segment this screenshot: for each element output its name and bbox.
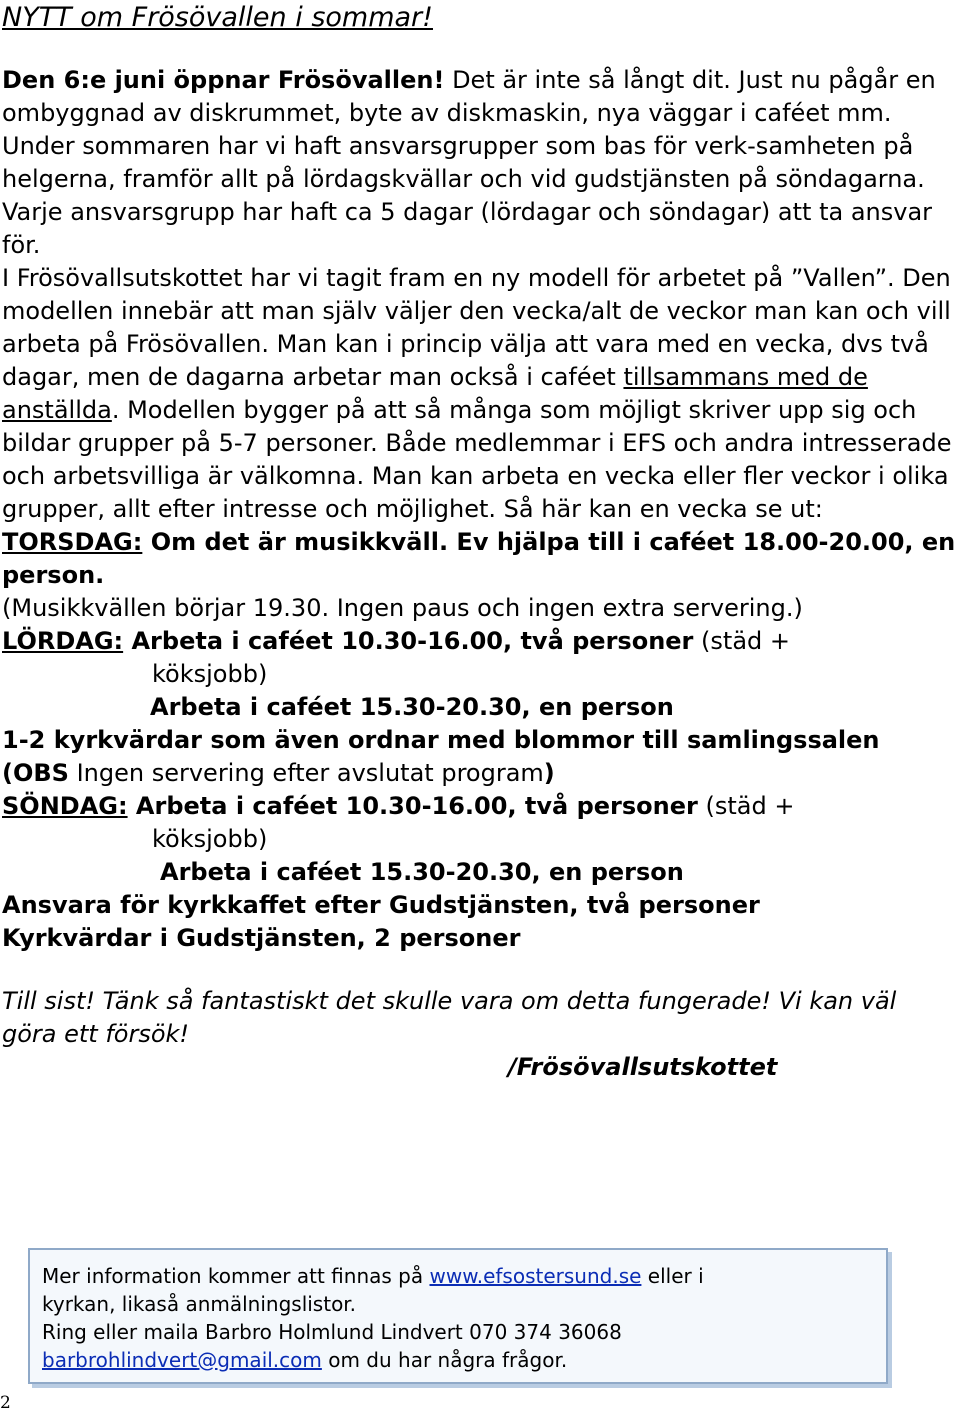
page-number: 2 — [0, 1393, 11, 1413]
thursday-note: (Musikkvällen börjar 19.30. Ingen paus och ingen extra servering.) — [2, 594, 803, 622]
saturday-shift1-cont: köksjobb) — [152, 660, 268, 688]
thursday-line — [2, 526, 958, 592]
sunday-shift1-cont: köksjobb) — [152, 825, 268, 853]
obs-label: (OBS — [2, 759, 69, 787]
info-line-3: Ring eller maila Barbro Holmlund Lindvert 070 374 36068 — [42, 1320, 622, 1344]
sunday-line — [2, 790, 958, 823]
sunday-wardens: Kyrkvärdar i Gudstjänsten, 2 personer — [2, 924, 521, 952]
signature: /Frösövallsutskottet — [508, 1053, 778, 1081]
email-link[interactable]: barbrohlindvert@gmail.com — [42, 1348, 322, 1372]
thursday-label: TORSDAG: — [2, 528, 143, 556]
closing-text: Till sist! Tänk så fantastiskt det skulle vara om detta fungerade! Vi kan väl göra ett försök! — [2, 987, 897, 1048]
sunday-coffee: Ansvara för kyrkkaffet efter Gudstjänsten, två personer — [2, 891, 760, 919]
info-text-1: Mer information kommer att finnas på — [42, 1264, 430, 1288]
obs-close: ) — [543, 759, 555, 787]
saturday-shift2: Arbeta i caféet 15.30-20.30, en person — [150, 693, 674, 721]
sunday-shift1: Arbeta i caféet 10.30-16.00, två personer — [127, 792, 698, 820]
saturday-line — [2, 625, 958, 658]
info-text-1b: eller i — [641, 1264, 704, 1288]
page-title: NYTT om Frösövallen i sommar! — [2, 2, 433, 33]
model-text-start: I Frösövallsutskottet har vi tagit fram en ny modell för arbetet på ”Vallen”. Den modellen innebär att man själv väljer den vecka/alt de veckor man kan och vill arbeta på Frösövallen. Man kan i princip välja att vara med en vecka, dvs två dagar, men de dagarna arbetar man också i caféet — [2, 264, 951, 391]
intro-text: Det är inte så långt dit. Just nu pågår en ombyggnad av diskrummet, byte av diskmaskin, nya väggar i caféet mm. — [2, 66, 936, 127]
sunday-shift1-note: (städ + — [697, 792, 795, 820]
model-paragraph — [2, 262, 958, 526]
info-box — [28, 1248, 888, 1384]
summer-paragraph: Under sommaren har vi haft ansvarsgrupper som bas för verk-samheten på helgerna, framför allt på lördagskvällar och vid gudstjänsten på söndagarna. Varje ansvarsgrupp har haft ca 5 dagar (lördagar och söndagar) att ta ansvar för. — [2, 132, 933, 259]
document-body — [2, 64, 958, 955]
model-text-underlined: tillsammans med de anställda — [2, 363, 868, 424]
info-line-2: kyrkan, likaså anmälningslistor. — [42, 1292, 357, 1316]
intro-paragraph — [2, 64, 958, 130]
thursday-text: Om det är musikkväll. Ev hjälpa till i caféet 18.00-20.00, en person. — [2, 528, 956, 589]
intro-lead: Den 6:e juni öppnar Frösövallen! — [2, 66, 445, 94]
sunday-label: SÖNDAG: — [2, 792, 128, 820]
sunday-shift2: Arbeta i caféet 15.30-20.30, en person — [160, 858, 684, 886]
saturday-obs — [2, 757, 958, 790]
saturday-wardens: 1-2 kyrkvärdar som även ordnar med blommor till samlingssalen — [2, 726, 880, 754]
obs-text: Ingen servering efter avslutat program — [68, 759, 544, 787]
saturday-shift1-note: (städ + — [693, 627, 790, 655]
document-page — [2, 0, 958, 1108]
website-link[interactable]: www.efsostersund.se — [429, 1264, 642, 1288]
saturday-shift1: Arbeta i caféet 10.30-16.00, två personer — [123, 627, 694, 655]
info-line-4 — [42, 1346, 886, 1374]
closing-section — [2, 985, 958, 1084]
info-line-1 — [42, 1262, 886, 1290]
info-text-4: om du har några frågor. — [321, 1348, 568, 1372]
model-text-end: . Modellen bygger på att så många som möjligt skriver upp sig och bildar grupper på 5-7 personer. Både medlemmar i EFS och andra intresserade och arbetsvilliga är välkomna. Man kan arbeta en vecka eller fler veckor i olika grupper, allt efter intresse och möjlighet. Så här kan en vecka se ut: — [2, 396, 952, 523]
saturday-label: LÖRDAG: — [2, 627, 124, 655]
